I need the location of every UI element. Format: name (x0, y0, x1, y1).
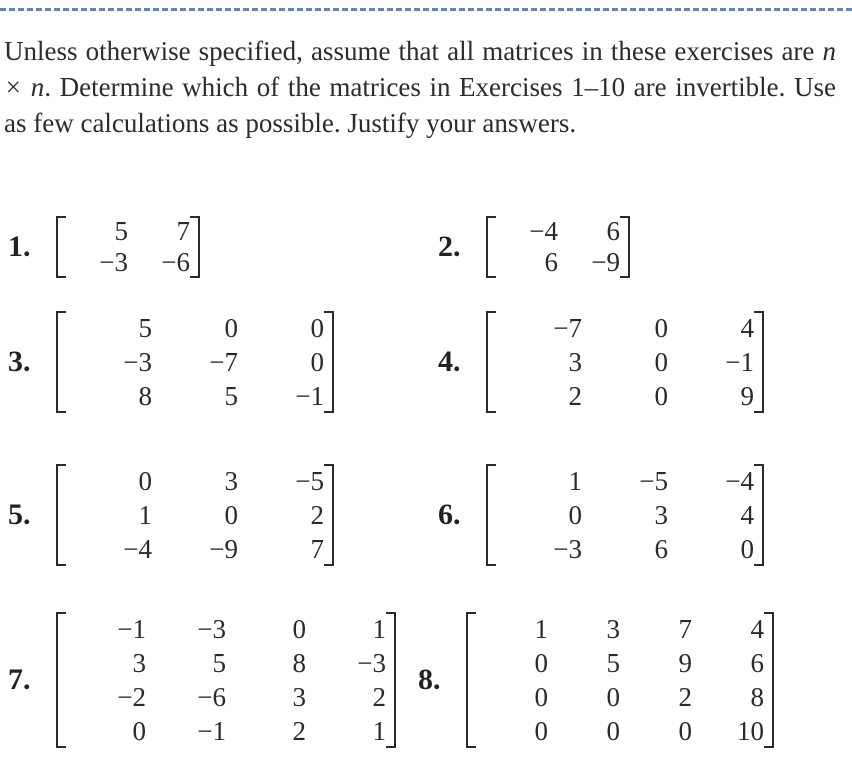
matrix-cell: 0 (138, 465, 152, 496)
matrix-cell: 0 (132, 715, 146, 746)
exercise-number: 4. (438, 345, 461, 378)
matrix (486, 464, 764, 566)
matrix-cell: 5 (114, 216, 128, 246)
matrix-cell: 0 (606, 681, 620, 712)
matrix-cell: −3 (357, 647, 386, 678)
matrix-cell: −3 (197, 613, 226, 644)
exercise-4 (438, 311, 764, 413)
exercise-2 (438, 216, 630, 278)
matrix-cell: 0 (534, 715, 548, 746)
matrix-cell: −1 (295, 380, 324, 411)
matrix-cell: 5 (224, 380, 238, 411)
matrix-cell: −9 (591, 247, 620, 277)
matrix-cell: −7 (209, 346, 238, 377)
matrix-cell: 9 (678, 647, 692, 678)
matrix-cell: 0 (224, 312, 238, 343)
matrix-cell: −4 (529, 216, 558, 246)
matrix-cell: 0 (740, 533, 754, 564)
matrix-cell: 1 (568, 465, 582, 496)
matrix-cell: 8 (292, 647, 306, 678)
matrix (486, 311, 764, 413)
instructions-text-2: . Determine which of the matrices in Exercises 1–10 are invertible. Use as few calculations as possible. Justify your answers. (4, 72, 836, 138)
matrix-cell: −5 (639, 465, 668, 496)
matrix-cell: 4 (740, 312, 754, 343)
matrix-cell: −7 (553, 312, 582, 343)
matrix-cell: 7 (310, 533, 324, 564)
matrix-cell: 1 (138, 499, 152, 530)
matrix-cell: 0 (606, 715, 620, 746)
exercise-6 (438, 464, 764, 566)
matrix-cell: 0 (678, 715, 692, 746)
matrix-cell: 9 (740, 380, 754, 411)
matrix-cell: −1 (725, 346, 754, 377)
matrix-cell: 5 (606, 647, 620, 678)
matrix-cell: 2 (292, 715, 306, 746)
matrix-cell: 0 (310, 312, 324, 343)
matrix-cell: 0 (568, 499, 582, 530)
matrix-cell: 3 (606, 613, 620, 644)
dashed-divider (0, 8, 852, 11)
matrix-cell: 0 (534, 681, 548, 712)
matrix-cell: −3 (99, 247, 128, 277)
instructions-text-1: Unless otherwise specified, assume that all matrices in these exercises are (4, 36, 823, 66)
matrix-cell: 0 (654, 312, 668, 343)
matrix-cell: −3 (123, 346, 152, 377)
instructions-math: n × n (4, 36, 836, 102)
matrix-cell: 2 (678, 681, 692, 712)
matrix (56, 464, 334, 566)
matrix (466, 612, 774, 748)
instructions-paragraph (4, 33, 836, 141)
matrix-cell: −1 (117, 613, 146, 644)
matrix-cell: −1 (197, 715, 226, 746)
matrix-cell: 6 (544, 247, 558, 277)
matrix-cell: 10 (737, 715, 764, 746)
matrix-cell: −4 (725, 465, 754, 496)
exercise-number: 2. (438, 230, 461, 263)
matrix-cell: −2 (117, 681, 146, 712)
matrix-cell: 6 (750, 647, 764, 678)
exercise-1 (8, 216, 200, 278)
matrix-cell: 5 (138, 312, 152, 343)
exercise-8 (418, 612, 774, 748)
matrix-cell: 6 (606, 216, 620, 246)
matrix (56, 612, 396, 748)
exercise-5 (8, 464, 334, 566)
exercise-7 (8, 612, 396, 748)
matrix-cell: −4 (123, 533, 152, 564)
matrix-cell: 0 (310, 346, 324, 377)
exercise-number: 8. (418, 663, 441, 696)
matrix-cell: 8 (750, 681, 764, 712)
matrix-cell: 7 (678, 613, 692, 644)
matrix-cell: 3 (224, 465, 238, 496)
matrix-cell: 8 (138, 380, 152, 411)
matrix-cell: 1 (372, 613, 386, 644)
exercise-number: 7. (8, 663, 31, 696)
matrix-cell: 0 (292, 613, 306, 644)
matrix-cell: −9 (209, 533, 238, 564)
matrix-cell: 4 (740, 499, 754, 530)
matrix-cell: 2 (372, 681, 386, 712)
exercise-number: 3. (8, 345, 31, 378)
matrix (486, 216, 630, 278)
matrix-cell: 4 (750, 613, 764, 644)
exercise-number: 6. (438, 498, 461, 531)
matrix-cell: 0 (654, 346, 668, 377)
matrix-cell: 1 (372, 715, 386, 746)
matrix-cell: 7 (176, 216, 190, 246)
matrix-cell: 1 (534, 613, 548, 644)
matrix-cell: 2 (568, 380, 582, 411)
matrix-cell: 3 (568, 346, 582, 377)
matrix-cell: 5 (212, 647, 226, 678)
matrix-cell: −6 (161, 247, 190, 277)
matrix-cell: 3 (292, 681, 306, 712)
matrix-cell: −5 (295, 465, 324, 496)
matrix-cell: 0 (224, 499, 238, 530)
matrix-cell: 3 (132, 647, 146, 678)
matrix-cell: 0 (534, 647, 548, 678)
matrix (56, 311, 334, 413)
matrix-cell: 3 (654, 499, 668, 530)
matrix (56, 216, 200, 278)
exercise-number: 1. (8, 230, 31, 263)
exercise-3 (8, 311, 334, 413)
matrix-cell: −3 (553, 533, 582, 564)
matrix-cell: 6 (654, 533, 668, 564)
exercise-number: 5. (8, 498, 31, 531)
matrix-cell: 2 (310, 499, 324, 530)
matrix-cell: 0 (654, 380, 668, 411)
matrix-cell: −6 (197, 681, 226, 712)
